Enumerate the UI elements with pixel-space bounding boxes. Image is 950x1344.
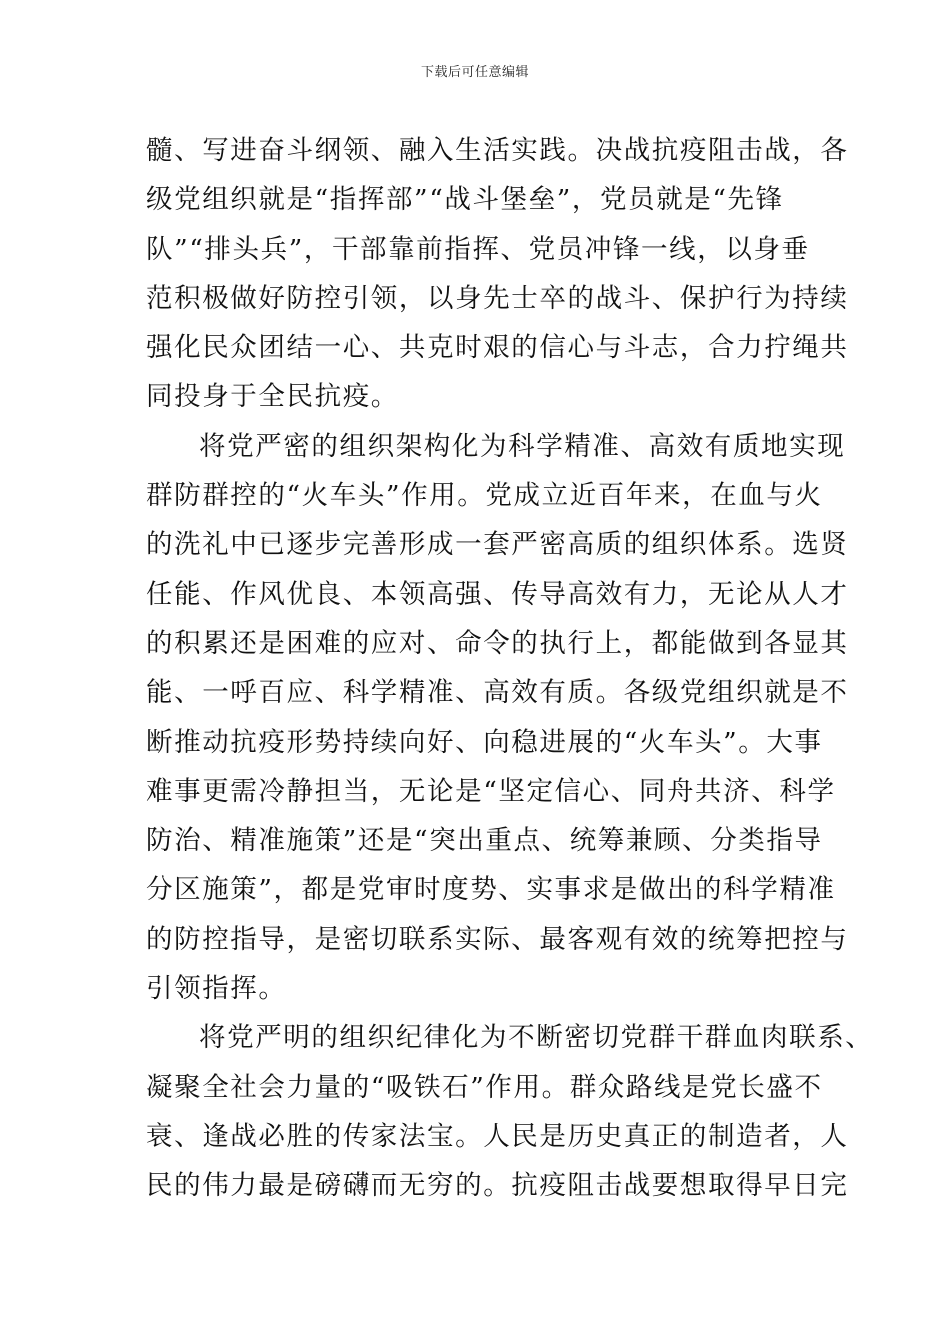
text-line: 难事更需冷静担当，无论是“坚定信心、同舟共济、科学 bbox=[146, 775, 836, 807]
text-line: 群防群控的“火车头”作用。党成立近百年来，在血与火 bbox=[146, 480, 823, 512]
text-line: 衰、逢战必胜的传家法宝。人民是历史真正的制造者，人 bbox=[146, 1120, 849, 1152]
text-line: 引领指挥。 bbox=[146, 973, 287, 1005]
text-line: 民的伟力最是磅礴而无穷的。抗疫阻击战要想取得早日完 bbox=[146, 1170, 849, 1202]
text-line: 髓、写进奋斗纲领、融入生活实践。决战抗疫阻击战，各 bbox=[146, 135, 849, 166]
text-line: 的防控指导，是密切联系实际、最客观有效的统筹把控与 bbox=[146, 923, 849, 955]
text-line: 的积累还是困难的应对、命令的执行上，都能做到各显其 bbox=[146, 627, 849, 659]
text-line-first: 将党严明的组织纪律化为不断密切党群干群血肉联系、 bbox=[199, 1022, 874, 1054]
text-line: 任能、作风优良、本领高强、传导高效有力，无论从人才 bbox=[146, 578, 849, 610]
text-line: 级党组织就是“指挥部”“战斗堡垒”，党员就是“先锋 bbox=[146, 184, 784, 216]
text-line: 断推动抗疫形势持续向好、向稳进展的“火车头”。大事 bbox=[146, 726, 823, 758]
text-line: 分区施策”，都是党审时度势、实事求是做出的科学精准 bbox=[146, 874, 836, 906]
text-line: 同投身于全民抗疫。 bbox=[146, 381, 399, 413]
text-line: 能、一呼百应、科学精准、高效有质。各级党组织就是不 bbox=[146, 677, 849, 709]
text-line: 凝聚全社会力量的“吸铁石”作用。群众路线是党长盛不 bbox=[146, 1071, 823, 1103]
document-body bbox=[146, 126, 874, 1211]
text-line-first: 将党严密的组织架构化为科学精准、高效有质地实现 bbox=[199, 430, 846, 462]
paragraph-3 bbox=[146, 1013, 874, 1210]
text-line: 队”“排头兵”，干部靠前指挥、党员冲锋一线，以身垂 bbox=[146, 233, 810, 265]
paragraph-2 bbox=[146, 422, 849, 1014]
paragraph-1 bbox=[146, 126, 849, 422]
text-line: 强化民众团结一心、共克时艰的信心与斗志，合力拧绳共 bbox=[146, 332, 849, 364]
text-line: 的洗礼中已逐步完善形成一套严密高质的组织体系。选贤 bbox=[146, 529, 849, 561]
text-line: 范积极做好防控引领，以身先士卒的战斗、保护行为持续 bbox=[146, 282, 849, 314]
text-line: 防治、精准施策”还是“突出重点、统筹兼顾、分类指导 bbox=[146, 825, 823, 857]
page-header: 下载后可任意编辑 bbox=[420, 65, 529, 80]
